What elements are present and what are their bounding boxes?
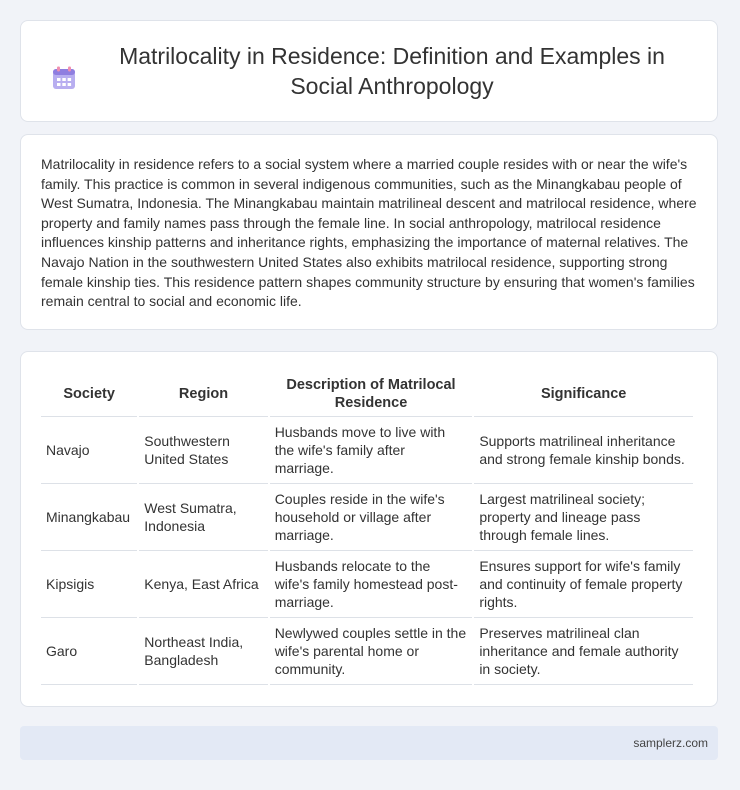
intro-card [20,134,718,330]
header-region: Region [139,372,267,417]
page-title: Matrilocality in Residence: Definition and Examples in Social Anthropology [119,43,665,99]
intro-paragraph: Matrilocality in residence refers to a social system where a married couple resides with or near the wife's family. This practice is common in several indigenous communities, such as the Minangkabau people of West Sumatra, Indonesia. The Minangkabau maintain matrilineal descent and matrilocal residence, where property and family names pass through the female line. In social anthropology, matrilocal residence influences kinship patterns and inheritance rights, emphasizing the importance of maternal relatives. The Navajo Nation in the southwestern United States also exhibits matrilocal residence, supporting strong female kinship ties. This residence pattern shapes community structure by ensuring that women's families remain central to social and economic life. [41,156,697,310]
cell-significance: Supports matrilineal inheritance and strong female kinship bonds. [474,417,693,484]
calendar-icon [51,65,77,91]
cell-society: Navajo [41,417,137,484]
cell-description: Husbands move to live with the wife's family after marriage. [270,417,473,484]
cell-description: Husbands relocate to the wife's family homestead post-marriage. [270,551,473,618]
cell-description: Newlywed couples settle in the wife's parental home or community. [270,618,473,685]
title-card [20,20,718,122]
cell-significance: Largest matrilineal society; property and lineage pass through female lines. [474,484,693,551]
cell-society: Minangkabau [41,484,137,551]
matrilocality-table [39,372,695,685]
cell-significance: Ensures support for wife's family and continuity of female property rights. [474,551,693,618]
table-header-row [41,372,693,417]
cell-description: Couples reside in the wife's household or village after marriage. [270,484,473,551]
cell-society: Garo [41,618,137,685]
cell-society: Kipsigis [41,551,137,618]
header-description: Description of Matrilocal Residence [270,372,473,417]
table-row [41,551,693,618]
cell-significance: Preserves matrilineal clan inheritance and female authority in society. [474,618,693,685]
table-row [41,417,693,484]
cell-region: Kenya, East Africa [139,551,267,618]
cell-region: Southwestern United States [139,417,267,484]
footer-site-link[interactable]: samplerz.com [633,736,708,750]
header-significance: Significance [474,372,693,417]
table-row [41,484,693,551]
cell-region: Northeast India, Bangladesh [139,618,267,685]
footer-bar [20,726,718,760]
table-card [20,351,718,707]
table-row [41,618,693,685]
title-wrap [49,41,689,101]
cell-region: West Sumatra, Indonesia [139,484,267,551]
header-society: Society [41,372,137,417]
